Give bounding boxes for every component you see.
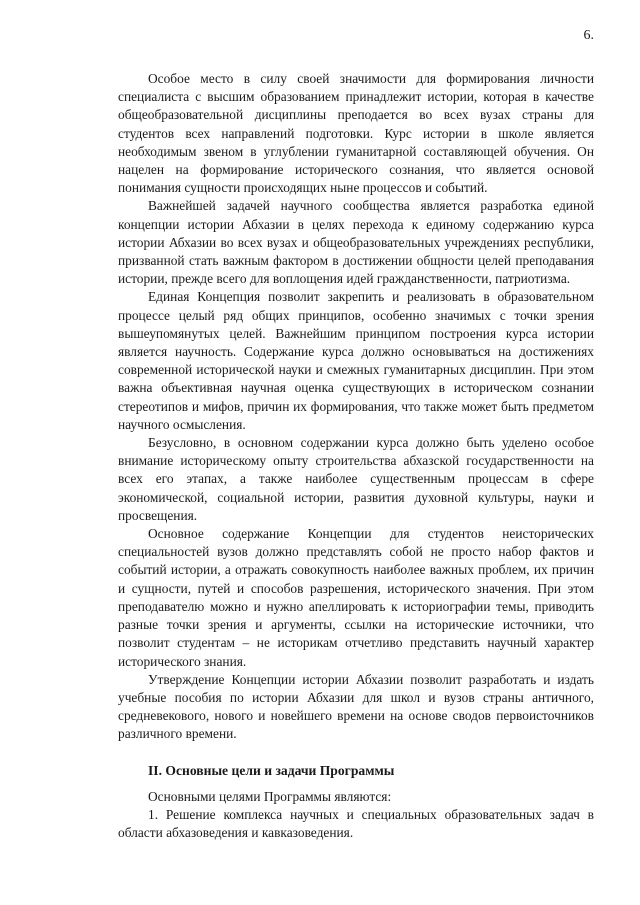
goals-intro: Основными целями Программы являются: (148, 788, 392, 804)
paragraph-2: Важнейшей задачей научного сообщества является разработка единой концепции истории Абхазии в целях перехода к единому содержанию курса истории Абхазии во всех вузах и общеобразовательных учреждениях республики, призванной стать важным фактором в достижении общности целей преподавания истории, прежде всего для воплощения идей гражданственности, патриотизма. (118, 198, 594, 287)
paragraph-3: Единая Концепция позволит закрепить и реализовать в образовательном процессе целый ряд общих принципов, особенно значимых с точки зрения вышеупомянутых целей. Важнейшим принципом построения курса истории является научность. Содержание курса должно основываться на достижениях современной исторической науки и смежных гуманитарных дисциплин. При этом важна объективная научная оценка существующих в историческом сознании стереотипов и мифов, причин их формирования, что также может быть предметом научного осмысления. (118, 289, 594, 432)
paragraph-1: Особое место в силу своей значимости для формирования личности специалиста с высшим образованием принадлежит истории, которая в качестве общеобразовательной дисциплины преподается во всех вузах страны для студентов всех направлений подготовки. Курс истории в школе является необходимым звеном в углублении гуманитарной составляющей обучения. Он нацелен на формирование исторического сознания, что является основой понимания сущности происходящих ныне процессов и событий. (118, 71, 594, 196)
section-heading: II. Основные цели и задачи Программы (148, 762, 395, 778)
paragraph-5: Основное содержание Концепции для студентов неисторических специальностей вузов должно представлять собой не просто набор фактов и событий истории, а отражать совокупность наиболее важных проблем, их причин и сущности, путей и способов разрешения, исторического значения. При этом преподавателю можно и нужно апеллировать к историографии темы, приводить разные точки зрения и аргументы, ссылки на исторические источники, что позволит студентам – не историкам отчетливо представить научный характер исторического знания. (118, 526, 594, 669)
paragraph-4: Безусловно, в основном содержании курса должно быть уделено особое внимание историческому опыту строительства абхазской государственности на всех его этапах, а также наиболее существенным процессам в сфере экономической, социальной истории, развития духовной культуры, науки и просвещения. (118, 435, 594, 523)
page-number: 6. (583, 28, 594, 43)
document-body (118, 70, 594, 842)
paragraph-6: Утверждение Концепции истории Абхазии позволит разработать и издать учебные пособия по истории Абхазии для школ и вузов страны античного, средневекового, нового и новейшего времени на основе сводов первоисточников различного времени. (118, 671, 594, 742)
goal-item-1: 1. Решение комплекса научных и специальных образовательных задач в области абхазоведения и кавказоведения. (118, 806, 594, 841)
